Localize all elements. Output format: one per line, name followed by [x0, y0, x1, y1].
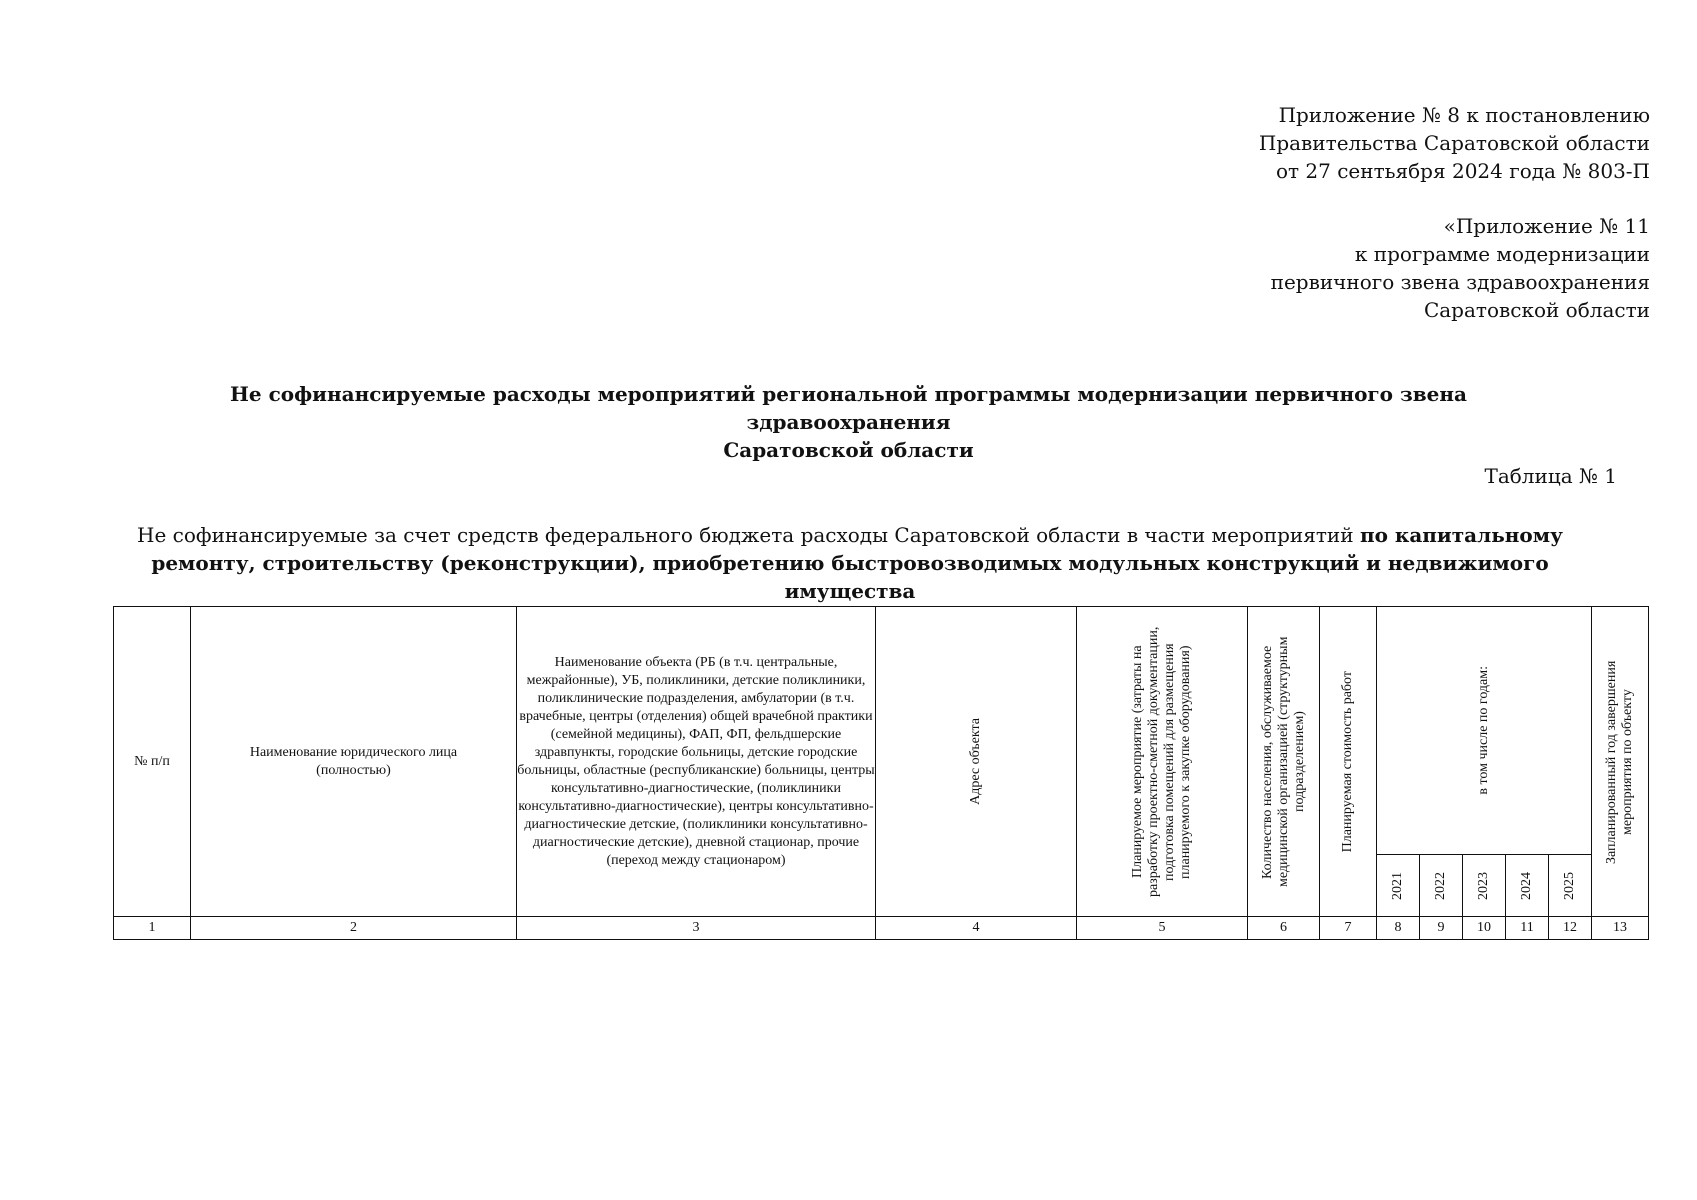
header-years-group: [1377, 607, 1592, 855]
header-object-name: Наименование объекта (РБ (в т.ч. центральные, межрайонные), УБ, поликлиники, детские поликлиники, поликлинические подразделения, амбулатории (в т.ч. врачебные, центры (отделения) общей врачебной практики (семейной медицины), ФАП, ФП, фельдшерские здравпункты, городские больницы, детские городские больницы, областные (республиканские) больницы, центры консультативно-диагностические, (поликлиники консультативно-диагностические), центры консультативно-диагностические детские, (поликлиники консультативно-диагностические детские), дневной стационар, прочие (переход между стационаром): [517, 607, 876, 917]
year-label: 2025: [1562, 871, 1578, 900]
column-number: 1: [114, 917, 191, 940]
header-planned-cost-text: Планируемая стоимость работ: [1340, 670, 1355, 853]
column-number: 7: [1320, 917, 1377, 940]
header-year-2023: [1463, 855, 1506, 917]
expenses-table: [113, 606, 1649, 940]
year-label: 2022: [1433, 871, 1448, 900]
header-population: [1248, 607, 1320, 917]
header-planned-activity: [1077, 607, 1248, 917]
header-number: № п/п: [114, 607, 191, 917]
header-address: [876, 607, 1077, 917]
header-year-2025: [1549, 855, 1592, 917]
header-year-2024: [1506, 855, 1549, 917]
column-number: 4: [876, 917, 1077, 940]
table-subtitle: [100, 521, 1600, 605]
year-label: 2023: [1476, 871, 1491, 900]
subtitle-bold: по капитальному ремонту, строительству (реконструкции), приобретению быстровозводимых модульных конструкций и недвижимого имущества: [151, 523, 1563, 603]
table-number: Таблица № 1: [1484, 464, 1617, 488]
column-number: 3: [517, 917, 876, 940]
subtitle-plain: Не софинансируемые за счет средств федерального бюджета расходы Саратовской области в части мероприятий: [137, 523, 1360, 547]
column-number: 12: [1549, 917, 1592, 940]
header-population-text: Количество населения, обслуживаемое медицинской организацией (структурным подразделением): [1259, 636, 1307, 887]
annex-line: «Приложение № 11: [1443, 214, 1650, 238]
header-planned-cost: [1320, 607, 1377, 917]
column-number: 11: [1506, 917, 1549, 940]
column-number: 2: [191, 917, 517, 940]
title-line: Не софинансируемые расходы мероприятий региональной программы модернизации первичного звена здравоохранения: [230, 382, 1467, 434]
column-number-row: [114, 917, 1649, 940]
header-planned-activity-text: Планируемое мероприятие (затраты на разработку проектно-сметной документации, подготовка помещений для размещения планируемого к закупке оборудования): [1130, 626, 1193, 897]
column-number: 10: [1463, 917, 1506, 940]
column-number: 8: [1377, 917, 1420, 940]
column-number: 5: [1077, 917, 1248, 940]
header-year-2022: [1420, 855, 1463, 917]
column-number: 6: [1248, 917, 1320, 940]
annex-line: к программе модернизации: [1354, 242, 1650, 266]
annex-line: первичного звена здравоохранения: [1270, 270, 1650, 294]
header-years-group-text: в том числе по годам:: [1476, 666, 1492, 795]
header-completion-year-text: Запланированный год завершения мероприятия по объекту: [1604, 659, 1636, 864]
resolution-annex-block: [1259, 101, 1650, 185]
annex-line: Правительства Саратовской области: [1258, 131, 1650, 155]
annex-line: Приложение № 8 к постановлению: [1278, 103, 1650, 127]
annex-line: от 27 сентьября 2024 года № 803-П: [1275, 159, 1650, 183]
header-year-2021: [1377, 855, 1420, 917]
header-completion-year: [1592, 607, 1649, 917]
header-legal-entity: Наименование юридического лица (полностью): [191, 607, 517, 917]
title-line: Саратовской области: [723, 438, 974, 462]
year-label: 2024: [1519, 871, 1534, 900]
column-number: 9: [1420, 917, 1463, 940]
program-annex-block: [1271, 212, 1650, 324]
header-address-text: Адрес объекта: [968, 718, 983, 805]
column-number: 13: [1592, 917, 1649, 940]
year-label: 2021: [1390, 871, 1405, 900]
annex-line: Саратовской области: [1423, 298, 1650, 322]
document-title: [150, 380, 1547, 464]
